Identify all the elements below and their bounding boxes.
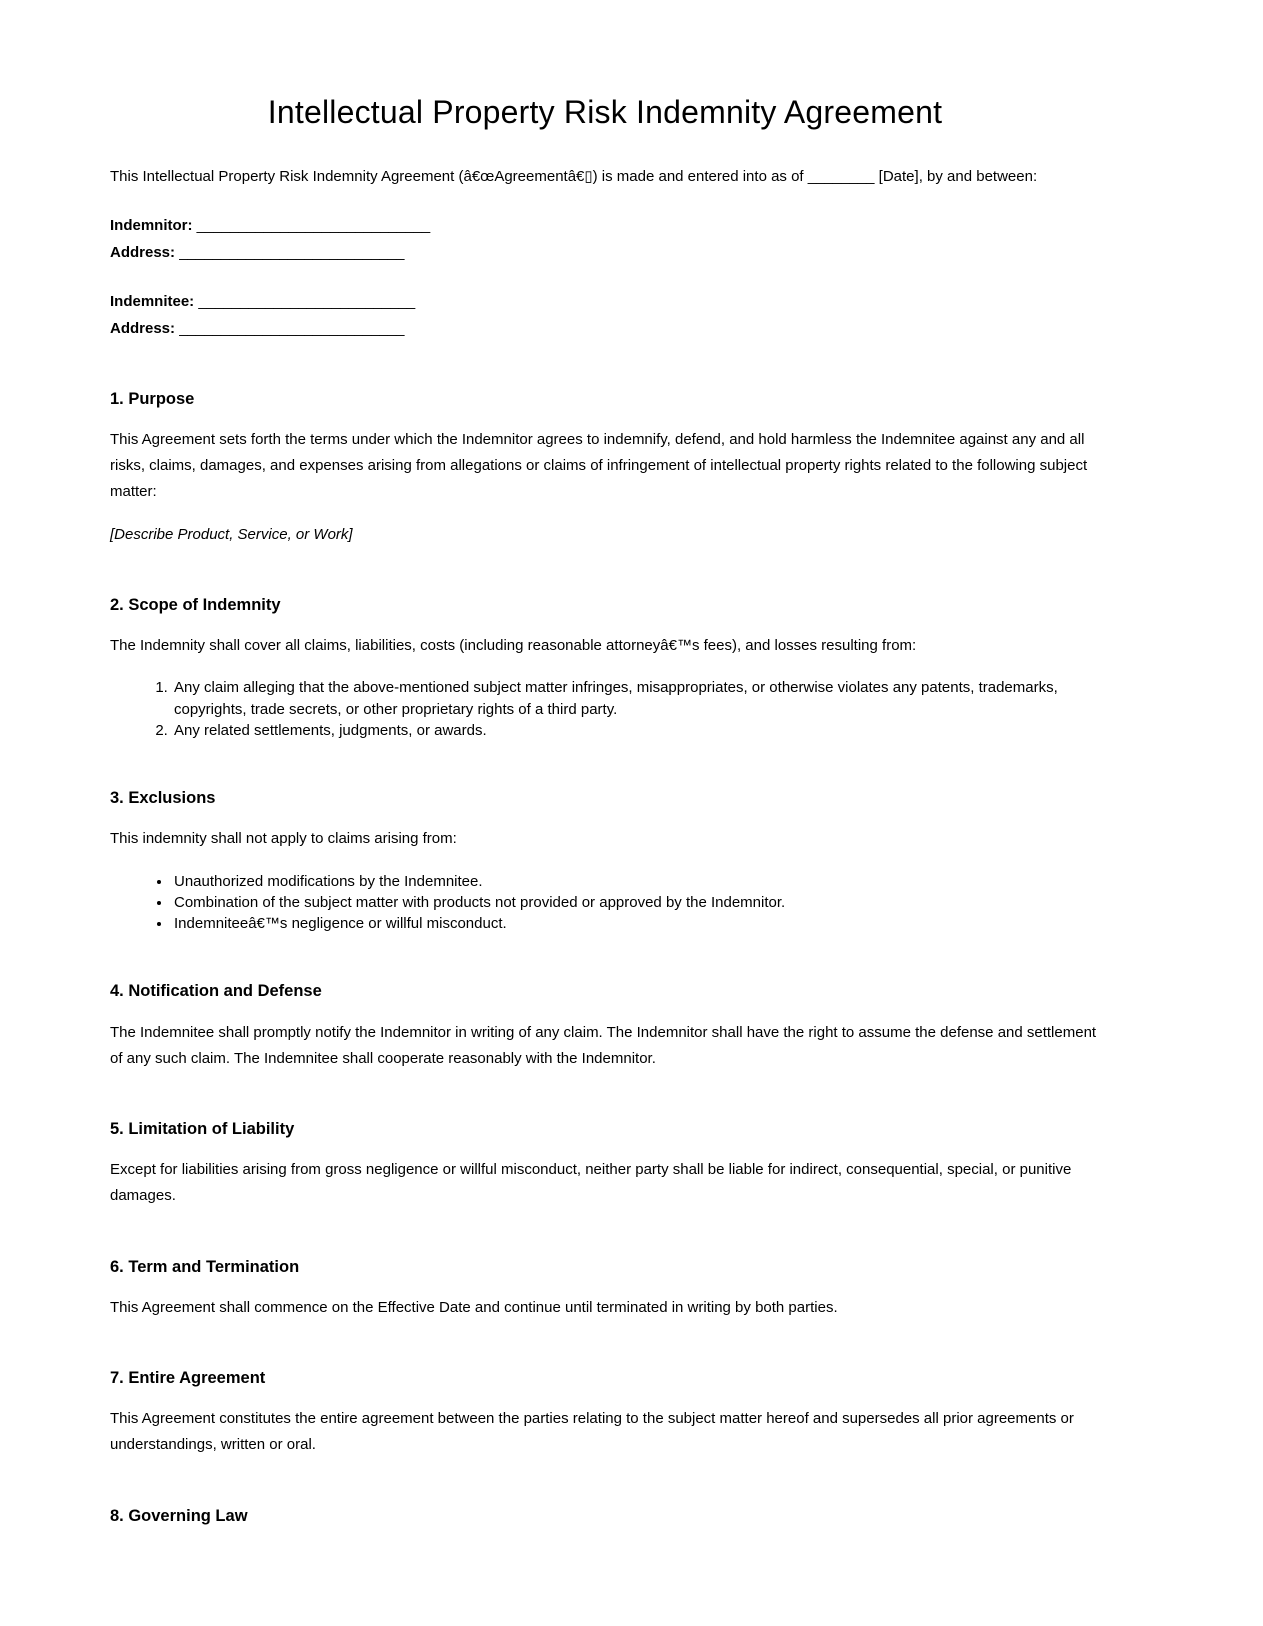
indemnitee-address-line — [110, 315, 1100, 342]
exclusion-list-item: • Indemniteeâ€™s negligence or willful misconduct. — [172, 913, 1100, 934]
section-heading-limitation: 5. Limitation of Liability — [110, 1120, 295, 1138]
indemnitor-line — [110, 212, 1100, 239]
indemnitee-line — [110, 288, 1100, 315]
indemnitee-label: Indemnitee: — [110, 292, 195, 310]
indemnitor-address-line — [110, 239, 1100, 266]
scope-numbered-list — [110, 677, 1100, 741]
indemnitor-address-label: Address: — [110, 243, 176, 261]
indemnitee-block — [110, 288, 1100, 342]
describe-placeholder-note: [Describe Product, Service, or Work] — [110, 525, 353, 543]
purpose-paragraph: This Agreement sets forth the terms under which the Indemnitor agrees to indemnify, defend, and hold harmless the Indemnitee against any and all risks, claims, damages, and expenses arising from allegations or claims of infringement of intellectual property rights related to the following subject matter: — [110, 430, 1088, 501]
exclusions-paragraph: This indemnity shall not apply to claims arising from: — [110, 830, 457, 848]
page-title: Intellectual Property Risk Indemnity Agreement — [267, 94, 943, 130]
section-heading-purpose: 1. Purpose — [110, 389, 195, 408]
notification-paragraph: The Indemnitee shall promptly notify the Indemnitor in writing of any claim. The Indemnitor shall have the right to assume the defense and settlement of any such claim. The Indemnitee shall cooperate reasonably with the Indemnitor. — [110, 1023, 1097, 1067]
section-purpose — [110, 388, 1100, 548]
exclusion-list-item: • Unauthorized modifications by the Indemnitee. — [172, 871, 1100, 892]
section-heading-term: 6. Term and Termination — [110, 1257, 300, 1276]
exclusion-list-item: • Combination of the subject matter with products not provided or approved by the Indemnitor. — [172, 892, 1100, 913]
indemnitor-block — [110, 212, 1100, 266]
indemnitee-blank-line: __________________________ — [194, 292, 416, 310]
limitation-paragraph: Except for liabilities arising from gross negligence or willful misconduct, neither party shall be liable for indirect, consequential, special, or punitive damages. — [110, 1161, 1072, 1205]
section-term-and-termination — [110, 1256, 1100, 1321]
section-heading-exclusions: 3. Exclusions — [110, 789, 216, 808]
scope-list-item: 1. Any claim alleging that the above-mentioned subject matter infringes, misappropriates, or otherwise violates any patents, trademarks, copyrights, trade secrets, or other proprietary rights of a third party. — [172, 677, 1100, 720]
indemnitee-address-blank-line: ___________________________ — [175, 319, 405, 337]
section-heading-entire-agreement: 7. Entire Agreement — [110, 1368, 266, 1387]
section-scope-of-indemnity — [110, 594, 1100, 741]
section-notification-and-defense — [110, 980, 1100, 1072]
section-limitation-of-liability — [110, 1118, 1100, 1210]
exclusions-bullet-list — [110, 871, 1100, 935]
section-heading-notification: 4. Notification and Defense — [110, 982, 322, 1001]
section-entire-agreement — [110, 1367, 1100, 1459]
intro-paragraph: This Intellectual Property Risk Indemnity Agreement (â€œAgreementâ€▯) is made and entered into as of ________ [Date], by and between: — [110, 167, 1038, 185]
indemnitor-address-blank-line: ___________________________ — [175, 243, 405, 261]
scope-paragraph: The Indemnity shall cover all claims, liabilities, costs (including reasonable attorneyâ€™s fees), and losses resulting from: — [110, 637, 917, 655]
term-paragraph: This Agreement shall commence on the Effective Date and continue until terminated in writing by both parties. — [110, 1298, 838, 1316]
section-heading-scope: 2. Scope of Indemnity — [110, 595, 281, 614]
indemnitee-address-label: Address: — [110, 319, 176, 337]
scope-list-item: 2. Any related settlements, judgments, or awards. — [172, 720, 1100, 741]
section-heading-governing-law: 8. Governing Law — [110, 1506, 248, 1525]
section-governing-law — [110, 1505, 1100, 1528]
section-exclusions — [110, 787, 1100, 934]
indemnitor-label: Indemnitor: — [110, 216, 193, 234]
indemnitor-blank-line: ____________________________ — [192, 216, 431, 234]
entire-agreement-paragraph: This Agreement constitutes the entire agreement between the parties relating to the subject matter hereof and supersedes all prior agreements or understandings, written or oral. — [110, 1410, 1074, 1454]
